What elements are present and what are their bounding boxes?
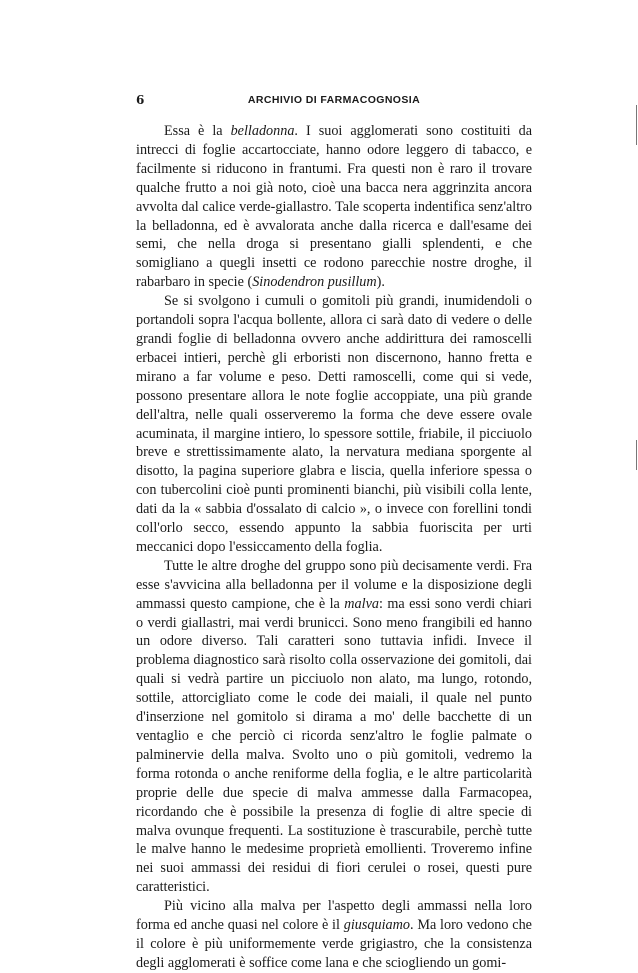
body-text <box>136 122 532 973</box>
running-title: ARCHIVIO DI FARMACOGNOSIA <box>247 94 421 106</box>
paragraph-text: Più vicino alla malva per l'aspetto degli ammassi nella loro forma ed anche quasi nel colore è il <box>136 898 532 934</box>
paragraph-text: ). <box>376 274 385 291</box>
page-number: 6 <box>136 93 145 107</box>
scan-artifact <box>636 440 637 470</box>
paragraph-text: Essa è la <box>164 123 231 139</box>
paragraph-text: . Ma loro vedono che il colore è più uniformemente verde grigiastro, che la consistenza degli agglomerati è soffice come lana e che sciogliendo un gomi- <box>136 917 532 971</box>
paragraph-text: : ma essi sono verdi chiari o verdi giallastri, mai verdi brunicci. Sono meno frangibili ed hanno un odore diverso. Tali caratteri sono tuttavia infidi. Invece il problema diagnostico sarà risolto colla osservazione dei gomitoli, dai quali si vedrà partire un picciuolo non alato, ma lungo, rotondo, sottile, attorcigliato come le code dei maiali, il quale nel punto d'inserzione nel gomitolo si dirama a mo' delle bacchette di un ventaglio e che perciò ci ricorda senz'altro le foglie palmate o palminervie della malva. Svolto uno o più gomitoli, vedremo la forma rotonda o anche reniforme della foglia, e le altre particolarità proprie delle due specie di malva ammesse dalla Farmacopea, ricordando che è possibile la presenza di foglie di altre specie di malva ovunque frequenti. La sostituzione è trascurabile, perchè tutte le malve hanno le medesime proprietà emollienti. Troveremo infine nei suoi ammassi dei residui di fiori cerulei o rosei, questi pure caratteristici. <box>136 595 532 896</box>
paragraph-giusquiamo <box>136 897 532 973</box>
scan-edge <box>634 0 638 900</box>
scan-artifact <box>636 105 637 145</box>
italic-term: belladonna <box>230 123 295 139</box>
paragraph-text: Se si svolgono i cumuli o gomitoli più grandi, inumidendoli o portandoli sopra l'acqua bollente, allora ci sarà dato di vedere o delle grandi foglie di belladonna ovvero anche addirittura dei ramoscelli erbacei intieri, perchè gli erboristi non discernono, hanno fretta e mirano a far volume e peso. Detti ramoscelli, come qui si vede, possono presentare allora le note foglie accoppiate, una più grande dell'altra, nelle quali osserveremo la forma che deve essere ovale acuminata, il margine intiero, lo spessore sottile, friabile, il picciuolo breve e strettissimamente alato, la nervatura mediana sporgente al disotto, la pagina superiore glabra e liscia, quella inferiore spessa o con tubercolini cioè punti prominenti bianchi, più visibili colla lente, dati da la « sabbia d'ossalato di calcio », o invece con forellini tondi coll'orlo secco, essendo appunto la sabbia fuoriscita per urti meccanici dopo l'essiccamento della foglia. <box>136 293 532 555</box>
italic-term: giusquiamo <box>343 917 410 934</box>
page-header <box>136 92 532 108</box>
paragraph-text: . I suoi agglomerati sono costituiti da intrecci di foglie accartocciate, hanno odore leggero di tabacco, e facilmente si riducono in frantumi. Fra questi non è raro il trovare qualche frutto a noi già noto, cioè una bacca nera aggrinzita ancora avvolta dal calice verde-giallastro. Tale scoperta indentifica senz'altro la belladonna, ed è avvalorata anche dalla ricerca e dall'esame dei semi, che nella droga si presentano gialli splendenti, e che somigliano a quegli insetti ce rodono parecchie nostre droghe, il rabarbaro in specie ( <box>136 123 533 291</box>
paragraph-text: Tutte le altre droghe del gruppo sono più decisamente verdi. Fra esse s'avvicina alla belladonna per il volume e la disposizione degli ammassi questo campione, che è la <box>136 557 532 612</box>
italic-term: malva <box>344 595 379 612</box>
paragraph-belladonna <box>136 122 532 292</box>
italic-term: Sinodendron pusillum <box>252 274 377 291</box>
paragraph-malva <box>136 557 532 897</box>
paragraph-gomitoli <box>136 292 532 557</box>
